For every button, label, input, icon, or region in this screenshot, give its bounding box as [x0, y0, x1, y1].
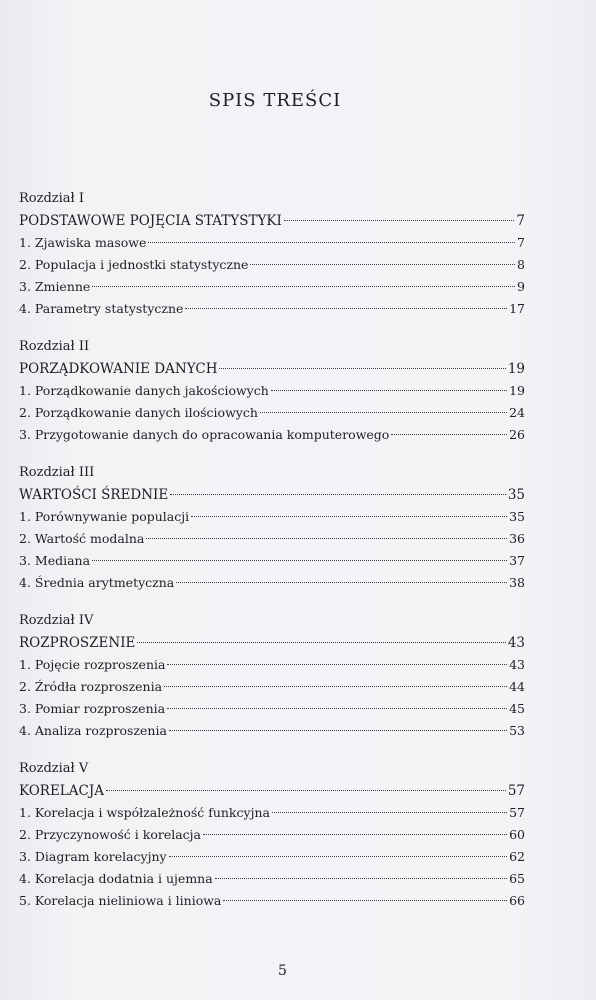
- entry-title: 2. Porządkowanie danych ilościowych: [19, 405, 258, 420]
- page-ref: 38: [509, 575, 525, 590]
- dot-leader: [191, 516, 507, 517]
- page-ref: 7: [517, 235, 525, 250]
- entry-title: 4. Korelacja dodatnia i ujemna: [19, 871, 213, 886]
- entry-title: 2. Źródła rozproszenia: [19, 679, 163, 694]
- table-of-contents: [19, 188, 525, 928]
- chapter-label: Rozdział III: [19, 465, 95, 480]
- page-number: 5: [278, 963, 287, 979]
- dot-leader: [170, 494, 506, 495]
- dot-leader: [167, 708, 507, 709]
- page-ref: 66: [509, 893, 525, 908]
- toc-entry: [19, 676, 525, 698]
- dot-leader: [250, 264, 515, 265]
- page-ref: 26: [509, 427, 525, 442]
- toc-entry: [19, 254, 525, 276]
- page-ref: 57: [509, 805, 525, 820]
- page-ref: 44: [509, 679, 525, 694]
- entry-title: 2. Populacja i jednostki statystyczne: [19, 257, 249, 272]
- page-ref: 53: [509, 723, 525, 738]
- entry-title: 2. Wartość modalna: [19, 531, 145, 546]
- chapter-label: Rozdział IV: [19, 613, 94, 628]
- dot-leader: [223, 900, 507, 901]
- toc-entry: [19, 802, 525, 824]
- dot-leader: [185, 308, 507, 309]
- entry-title: 3. Diagram korelacyjny: [19, 849, 167, 864]
- entry-title: 3. Mediana: [19, 553, 91, 568]
- page-ref: 65: [509, 871, 525, 886]
- page-ref: 8: [517, 257, 525, 272]
- dot-leader: [137, 642, 505, 643]
- dot-leader: [272, 812, 507, 813]
- entry-title: 1. Pojęcie rozproszenia: [19, 657, 166, 672]
- chapter-4: [19, 610, 525, 742]
- page-ref: 9: [517, 279, 525, 294]
- page-ref: 37: [509, 553, 525, 568]
- chapter-heading: PORZĄDKOWANIE DANYCH: [19, 361, 218, 377]
- chapter-2: [19, 336, 525, 446]
- dot-leader: [106, 790, 506, 791]
- toc-entry: [19, 506, 525, 528]
- dot-leader: [203, 834, 507, 835]
- chapter-heading: WARTOŚCI ŚREDNIE: [19, 487, 169, 503]
- dot-leader: [391, 434, 507, 435]
- chapter-5: [19, 758, 525, 912]
- toc-entry: [19, 550, 525, 572]
- entry-title: 1. Korelacja i współzależność funkcyjna: [19, 805, 270, 820]
- chapter-heading: ROZPROSZENIE: [19, 635, 136, 651]
- page-ref: 19: [507, 361, 525, 377]
- dot-leader: [284, 220, 515, 221]
- page-ref: 35: [509, 509, 525, 524]
- entry-title: 1. Porządkowanie danych jakościowych: [19, 383, 269, 398]
- toc-entry: [19, 424, 525, 446]
- toc-entry: [19, 528, 525, 550]
- page-title: SPIS TREŚCI: [208, 90, 342, 111]
- page-ref: 62: [509, 849, 525, 864]
- page-ref: 57: [507, 783, 525, 799]
- dot-leader: [271, 390, 507, 391]
- entry-title: 2. Przyczynowość i korelacja: [19, 827, 201, 842]
- chapter-label: Rozdział V: [19, 761, 89, 776]
- toc-entry: [19, 276, 525, 298]
- entry-title: 3. Pomiar rozproszenia: [19, 701, 166, 716]
- toc-entry: [19, 824, 525, 846]
- page-ref: 43: [507, 635, 525, 651]
- entry-title: 3. Przygotowanie danych do opracowania komputerowego: [19, 427, 390, 442]
- chapter-heading-entry: [19, 780, 525, 802]
- toc-entry: [19, 654, 525, 676]
- toc-entry: [19, 380, 525, 402]
- chapter-label: Rozdział II: [19, 339, 90, 354]
- toc-entry: [19, 298, 525, 320]
- dot-leader: [169, 856, 507, 857]
- chapter-1: [19, 188, 525, 320]
- entry-title: 1. Zjawiska masowe: [19, 235, 147, 250]
- page-ref: 60: [509, 827, 525, 842]
- dot-leader: [219, 368, 505, 369]
- page-ref: 35: [507, 487, 525, 503]
- toc-entry: [19, 868, 525, 890]
- entry-title: 3. Zmienne: [19, 279, 91, 294]
- toc-entry: [19, 698, 525, 720]
- entry-title: 4. Średnia arytmetyczna: [19, 575, 175, 590]
- toc-entry: [19, 890, 525, 912]
- toc-entry: [19, 402, 525, 424]
- page-ref: 19: [509, 383, 525, 398]
- entry-title: 4. Analiza rozproszenia: [19, 723, 167, 738]
- toc-entry: [19, 720, 525, 742]
- entry-title: 4. Parametry statystyczne: [19, 301, 184, 316]
- chapter-heading-entry: [19, 210, 525, 232]
- page-ref: 17: [509, 301, 525, 316]
- page-ref: 43: [509, 657, 525, 672]
- entry-title: 1. Porównywanie populacji: [19, 509, 190, 524]
- entry-title: 5. Korelacja nieliniowa i liniowa: [19, 893, 222, 908]
- chapter-label: Rozdział I: [19, 191, 85, 206]
- chapter-heading-entry: [19, 484, 525, 506]
- dot-leader: [92, 286, 515, 287]
- dot-leader: [92, 560, 507, 561]
- toc-entry: [19, 846, 525, 868]
- dot-leader: [164, 686, 507, 687]
- dot-leader: [215, 878, 507, 879]
- chapter-3: [19, 462, 525, 594]
- page-ref: 45: [509, 701, 525, 716]
- page-ref: 24: [509, 405, 525, 420]
- dot-leader: [260, 412, 507, 413]
- page-ref: 36: [509, 531, 525, 546]
- dot-leader: [148, 242, 515, 243]
- chapter-heading: KORELACJA: [19, 783, 105, 799]
- dot-leader: [169, 730, 507, 731]
- dot-leader: [167, 664, 507, 665]
- dot-leader: [176, 582, 507, 583]
- chapter-heading-entry: [19, 358, 525, 380]
- chapter-heading: PODSTAWOWE POJĘCIA STATYSTYKI: [19, 213, 282, 229]
- toc-entry: [19, 572, 525, 594]
- dot-leader: [146, 538, 507, 539]
- chapter-heading-entry: [19, 632, 525, 654]
- page-ref: 7: [516, 213, 525, 229]
- toc-entry: [19, 232, 525, 254]
